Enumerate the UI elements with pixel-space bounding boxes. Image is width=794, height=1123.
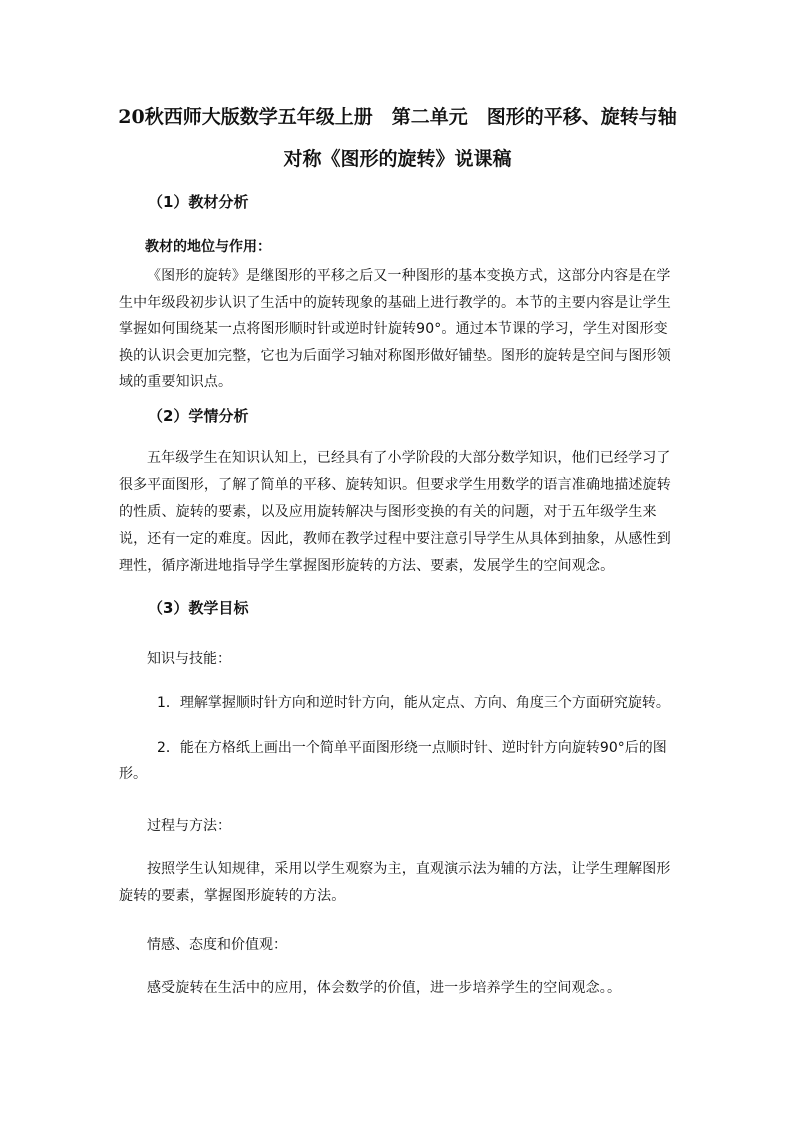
process-method-label: 过程与方法： [147, 818, 231, 834]
section-1-paragraph: 《图形的旋转》是继图形的平移之后又一种图形的基本变换方式，这部分内容是在学生中年级段初步认识了生活中的旋转现象的基础上进行教学的。本节的主要内容是让学生掌握如何围绕某一点将图形顺时针或逆时针旋转90°。通过本节课的学习，学生对图形变换的认识会更加完整，它也为后面学习轴对称图形做好铺垫。图形的旋转是空间与图形领域的重要知识点。 [119, 268, 671, 390]
section-1-heading: （1）教材分析 [148, 193, 249, 211]
document-title-line-2: 对称《图形的旋转》说课稿 [283, 148, 512, 170]
section-3-heading: （3）教学目标 [148, 599, 249, 617]
process-method-paragraph: 按照学生认知规律，采用以学生观察为主，直观演示法为辅的方法，让学生理解图形旋转的要素，掌握图形旋转的方法。 [119, 861, 671, 904]
section-1-subheading: 教材的地位与作用： [145, 239, 271, 255]
goal-item-2: 2．能在方格纸上画出一个简单平面图形绕一点顺时针、逆时针方向旋转90°后的图形。 [119, 740, 667, 782]
section-2-paragraph: 五年级学生在知识认知上，已经具有了小学阶段的大部分数学知识，他们已经学习了很多平面图形，了解了简单的平移、旋转知识。但要求学生用数学的语言准确地描述旋转的性质、旋转的要素，以及应用旋转解决与图形变换的有关的问题，对于五年级学生来说，还有一定的难度。因此，教师在教学过程中要注意引导学生从具体到抽象，从感性到理性，循序渐进地指导学生掌握图形旋转的方法、要素，发展学生的空间观念。 [119, 450, 671, 574]
document-title-line-1: 20秋西师大版数学五年级上册 第二单元 图形的平移、旋转与轴 [118, 106, 677, 128]
emotion-values-paragraph: 感受旋转在生活中的应用，体会数学的价值，进一步培养学生的空间观念。。 [147, 980, 622, 996]
emotion-values-label: 情感、态度和价值观： [147, 937, 287, 953]
goal-item-1: 1．理解掌握顺时针方向和逆时针方向，能从定点、方向、角度三个方面研究旋转。 [157, 695, 670, 711]
section-2-heading: （2）学情分析 [148, 407, 249, 425]
knowledge-skills-label: 知识与技能： [147, 651, 231, 667]
